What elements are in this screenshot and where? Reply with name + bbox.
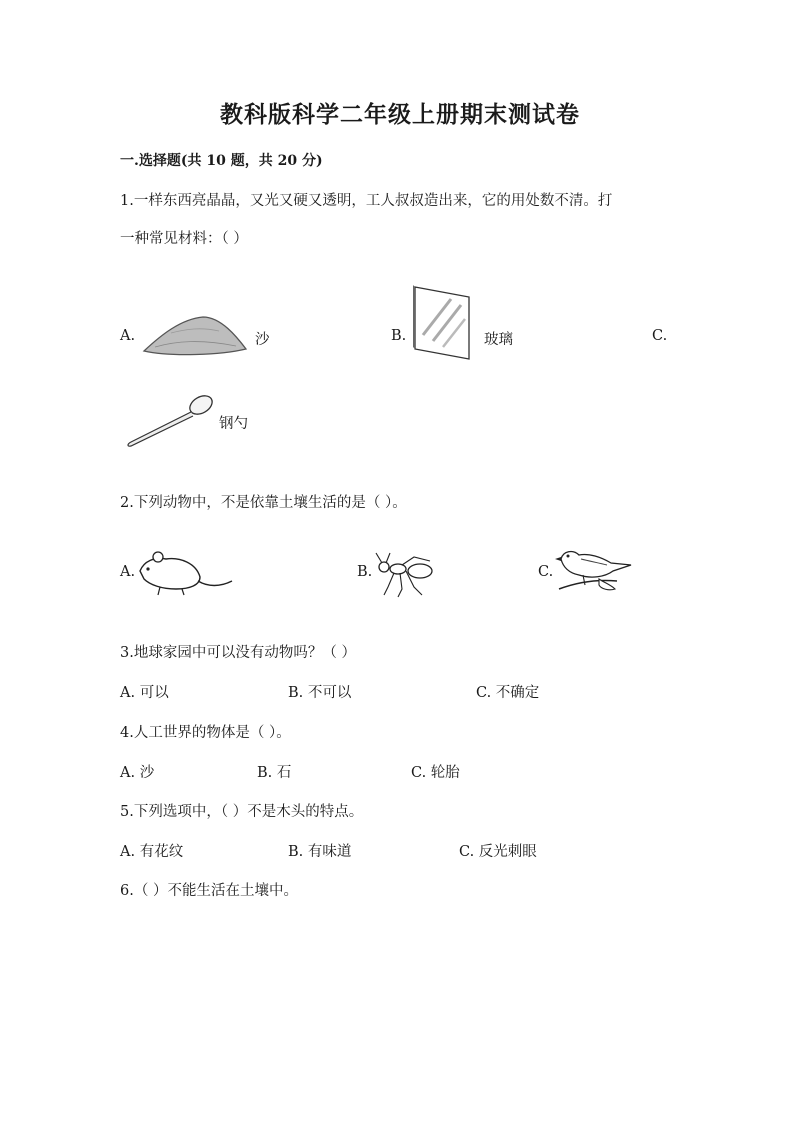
q2-option-b-letter[interactable]: B.	[357, 564, 373, 580]
q1-option-c-letter[interactable]: C.	[652, 328, 668, 344]
q4-option-c[interactable]: C. 轮胎	[411, 765, 460, 781]
q5-option-c[interactable]: C. 反光刺眼	[459, 844, 537, 860]
q3-option-c[interactable]: C. 不确定	[476, 685, 540, 701]
q5-option-b[interactable]: B. 有味道	[288, 844, 352, 860]
q5-option-a[interactable]: A. 有花纹	[120, 844, 184, 860]
q1-option-a-label: 沙	[255, 332, 270, 348]
section-heading: 一.选择题(共 10 题，共 20 分)	[120, 153, 323, 169]
q1-option-b-label: 玻璃	[484, 332, 513, 348]
mouse-icon	[136, 547, 236, 597]
ant-icon	[374, 551, 440, 599]
glass-pane-icon	[411, 285, 473, 361]
question-2: 2.下列动物中，不是依靠土壤生活的是（ ）。	[120, 495, 407, 511]
q4-option-b[interactable]: B. 石	[257, 765, 292, 781]
question-4: 4.人工世界的物体是（ ）。	[120, 725, 291, 741]
question-1-line-1: 1.一样东西亮晶晶，又光又硬又透明，工人叔叔造出来，它的用处数不清。打	[120, 193, 613, 209]
q3-option-a[interactable]: A. 可以	[120, 685, 169, 701]
question-6: 6.（ ）不能生活在土壤中。	[120, 883, 298, 899]
bird-icon	[555, 545, 633, 599]
q4-option-a[interactable]: A. 沙	[120, 765, 155, 781]
steel-spoon-icon	[123, 392, 215, 448]
q2-option-a-letter[interactable]: A.	[120, 564, 136, 580]
sand-pile-icon	[141, 311, 249, 357]
q1-option-b-letter[interactable]: B.	[391, 328, 407, 344]
q1-option-a-letter[interactable]: A.	[120, 328, 136, 344]
q3-option-b[interactable]: B. 不可以	[288, 685, 352, 701]
page-title: 教科版科学二年级上册期末测试卷	[220, 101, 580, 128]
q1-option-c-label: 钢勺	[219, 416, 248, 432]
question-5: 5.下列选项中，（ ）不是木头的特点。	[120, 804, 364, 820]
q2-option-c-letter[interactable]: C.	[538, 564, 554, 580]
question-3: 3.地球家园中可以没有动物吗？（ ）	[120, 645, 356, 661]
question-1-line-2: 一种常见材料：（ ）	[120, 231, 248, 247]
